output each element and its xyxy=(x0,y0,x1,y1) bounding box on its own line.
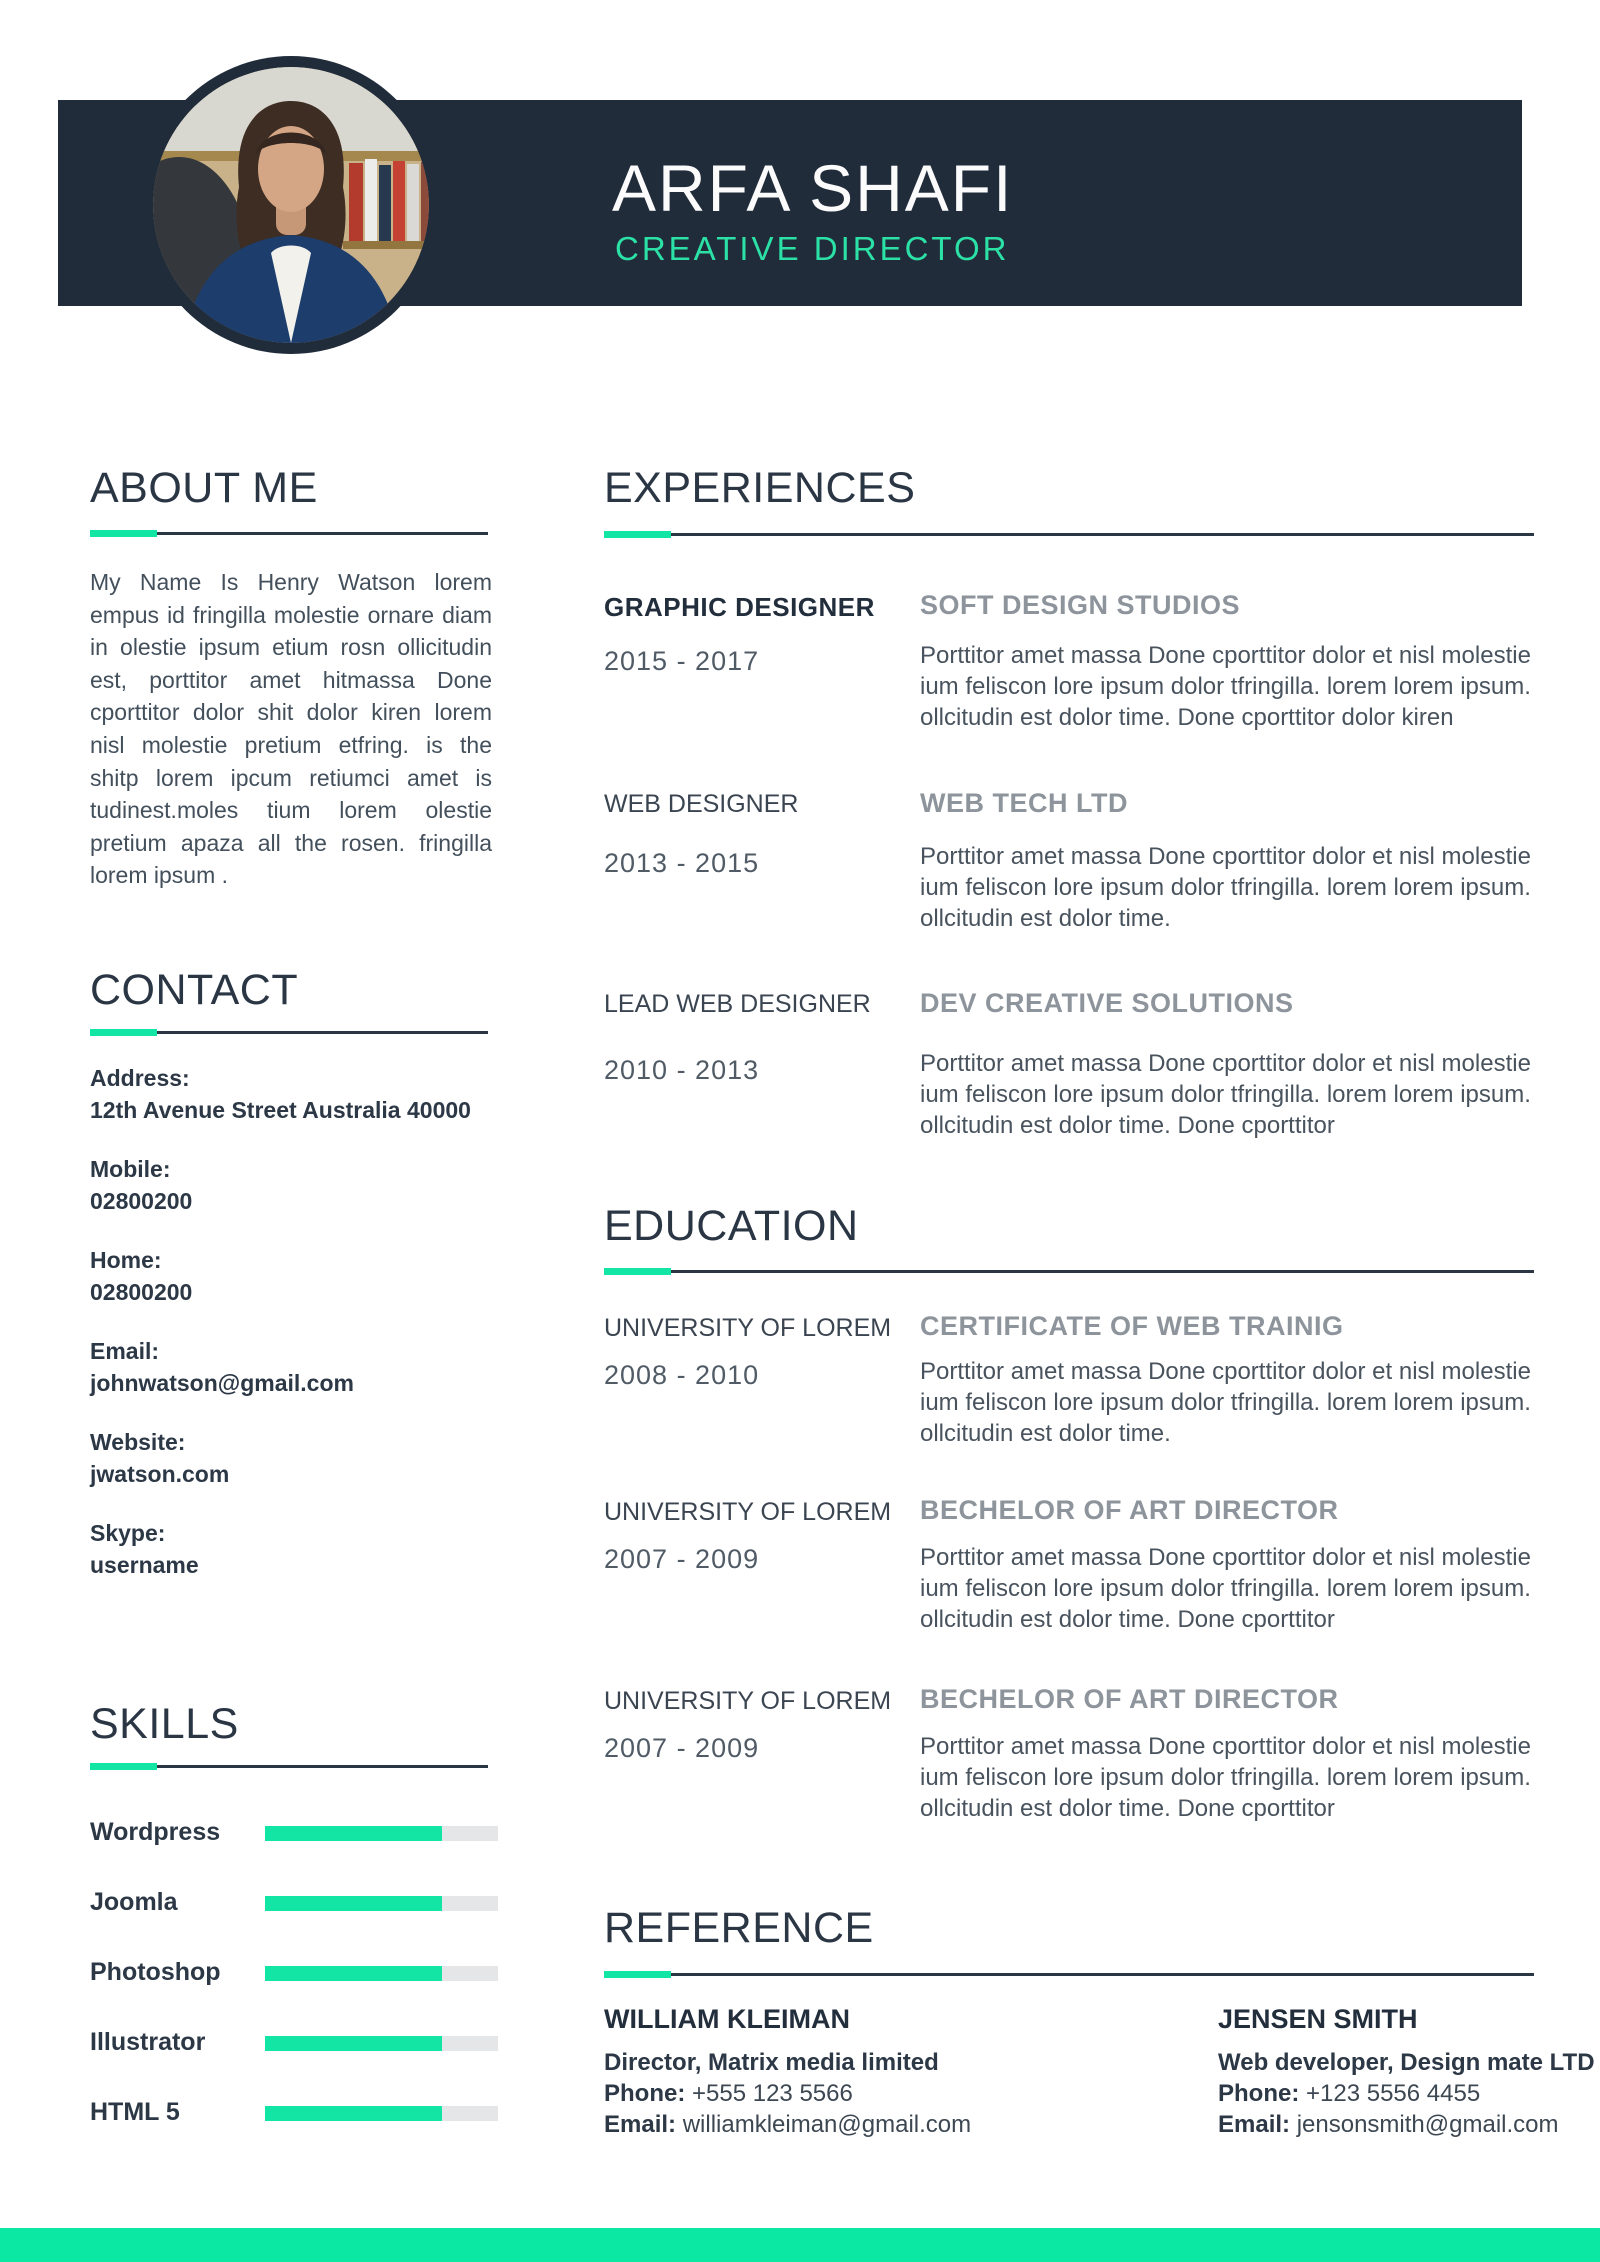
phone-value: +123 5556 4455 xyxy=(1306,2080,1481,2107)
reference-name: WILLIAM KLEIMAN xyxy=(604,2004,850,2034)
email-label: Email: xyxy=(1218,2111,1291,2138)
skill-label: Wordpress xyxy=(90,1818,221,1846)
education-heading: EDUCATION xyxy=(604,1202,859,1250)
experience-role: WEB DESIGNER xyxy=(604,790,799,818)
skills-heading: SKILLS xyxy=(90,1700,239,1748)
education-dates: 2008 - 2010 xyxy=(604,1360,760,1390)
education-degree: BECHELOR OF ART DIRECTOR xyxy=(920,1684,1339,1714)
skill-bar-fill xyxy=(265,2036,442,2051)
skill-bar xyxy=(265,2036,498,2051)
skill-bar-fill xyxy=(265,1966,442,1981)
contact-label: Website: xyxy=(90,1429,186,1455)
skill-bar-fill xyxy=(265,1896,442,1911)
skill-label: Photoshop xyxy=(90,1958,221,1986)
contact-item-mobile xyxy=(90,1153,560,1217)
reference-card xyxy=(604,2004,1184,2140)
reference-phone xyxy=(604,2078,1184,2109)
experience-company: DEV CREATIVE SOLUTIONS xyxy=(920,988,1294,1018)
experience-description: Porttitor amet massa Done cporttitor dolor et nisl molestie ium feliscon lore ipsum dolor tfringilla. lorem lorem ipsum. ollcitudin est dolor time. Done cporttitor xyxy=(920,1050,1531,1139)
skill-bar xyxy=(265,1826,498,1841)
skill-bar xyxy=(265,1896,498,1911)
contact-item-email xyxy=(90,1335,560,1399)
education-dates: 2007 - 2009 xyxy=(604,1544,760,1574)
contact-value: johnwatson@gmail.com xyxy=(90,1370,354,1396)
contact-value: jwatson.com xyxy=(90,1461,230,1487)
contact-value: 02800200 xyxy=(90,1279,193,1305)
phone-label: Phone: xyxy=(1218,2080,1300,2107)
skill-bar xyxy=(265,2106,498,2121)
contact-item-skype xyxy=(90,1517,560,1581)
phone-value: +555 123 5566 xyxy=(692,2080,853,2107)
education-divider xyxy=(604,1270,1534,1273)
skill-label: Illustrator xyxy=(90,2028,206,2056)
education-description: Porttitor amet massa Done cporttitor dolor et nisl molestie ium feliscon lore ipsum dolor tfringilla. lorem lorem ipsum. ollcitudin est dolor time. Done cporttitor xyxy=(920,1733,1531,1822)
experience-description: Porttitor amet massa Done cporttitor dolor et nisl molestie ium feliscon lore ipsum dolor tfringilla. lorem lorem ipsum. ollcitudin est dolor time. Done cporttitor dolor kiren xyxy=(920,642,1531,731)
skill-row xyxy=(90,2028,510,2098)
reference-name: JENSEN SMITH xyxy=(1218,2004,1418,2034)
reference-phone xyxy=(1218,2078,1600,2109)
experience-dates: 2015 - 2017 xyxy=(604,646,760,676)
contact-value: username xyxy=(90,1552,199,1578)
skill-row xyxy=(90,1818,510,1888)
contact-item-website xyxy=(90,1426,560,1490)
experience-role: LEAD WEB DESIGNER xyxy=(604,990,871,1018)
email-label: Email: xyxy=(604,2111,677,2138)
skill-label: Joomla xyxy=(90,1888,178,1916)
experience-dates: 2010 - 2013 xyxy=(604,1055,760,1085)
contact-divider xyxy=(90,1031,488,1034)
experiences-heading: EXPERIENCES xyxy=(604,464,916,512)
skill-label: HTML 5 xyxy=(90,2098,180,2126)
contact-value: 12th Avenue Street Australia 40000 xyxy=(90,1097,471,1123)
skill-bar xyxy=(265,1966,498,1981)
experiences-divider xyxy=(604,533,1534,536)
about-divider xyxy=(90,532,488,535)
experience-company: SOFT DESIGN STUDIOS xyxy=(920,590,1241,620)
contact-item-address xyxy=(90,1062,560,1126)
education-school: UNIVERSITY OF LOREM xyxy=(604,1314,892,1342)
education-school: UNIVERSITY OF LOREM xyxy=(604,1687,892,1715)
profile-photo-illustration xyxy=(153,67,429,343)
candidate-name: ARFA SHAFI xyxy=(612,151,1014,225)
contact-label: Home: xyxy=(90,1247,162,1273)
reference-role: Director, Matrix media limited xyxy=(604,2049,939,2076)
contact-label: Email: xyxy=(90,1338,160,1364)
skills-divider xyxy=(90,1765,488,1768)
skill-bar-fill xyxy=(265,2106,442,2121)
experience-dates: 2013 - 2015 xyxy=(604,848,760,878)
phone-label: Phone: xyxy=(604,2080,686,2107)
education-description: Porttitor amet massa Done cporttitor dolor et nisl molestie ium feliscon lore ipsum dolor tfringilla. lorem lorem ipsum. ollcitudin est dolor time. xyxy=(920,1358,1531,1447)
footer-accent-bar xyxy=(0,2228,1600,2262)
reference-role: Web developer, Design mate LTD xyxy=(1218,2049,1595,2076)
contact-label: Address: xyxy=(90,1065,190,1091)
contact-heading: CONTACT xyxy=(90,966,299,1014)
about-heading: ABOUT ME xyxy=(90,464,318,512)
reference-card xyxy=(1218,2004,1600,2140)
skill-row xyxy=(90,2098,510,2168)
contact-label: Skype: xyxy=(90,1520,166,1546)
education-degree: BECHELOR OF ART DIRECTOR xyxy=(920,1495,1339,1525)
skill-bar-fill xyxy=(265,1826,442,1841)
experience-company: WEB TECH LTD xyxy=(920,788,1128,818)
education-description: Porttitor amet massa Done cporttitor dolor et nisl molestie ium feliscon lore ipsum dolor tfringilla. lorem lorem ipsum. ollcitudin est dolor time. Done cporttitor xyxy=(920,1544,1531,1633)
reference-email xyxy=(1218,2109,1600,2140)
candidate-title: CREATIVE DIRECTOR xyxy=(615,230,1010,267)
reference-email xyxy=(604,2109,1184,2140)
education-degree: CERTIFICATE OF WEB TRAINIG xyxy=(920,1311,1344,1341)
experience-description: Porttitor amet massa Done cporttitor dolor et nisl molestie ium feliscon lore ipsum dolor tfringilla. lorem lorem ipsum. ollcitudin est dolor time. xyxy=(920,843,1531,932)
contact-label: Mobile: xyxy=(90,1156,171,1182)
reference-divider xyxy=(604,1973,1534,1976)
reference-heading: REFERENCE xyxy=(604,1904,874,1952)
email-value: jensonsmith@gmail.com xyxy=(1296,2111,1559,2138)
about-text: My Name Is Henry Watson lorem empus id fringilla molestie ornare diam in olestie ipsum etium rosn ollicitudin est, porttitor amet hitmassa Done cporttitor dolor shit dolor kiren lorem nisl molestie pretium etfring. is the shitp lorem ipcum retiumci amet is tudinest.moles tium lorem olestie pretium apaza all the rosen. fringilla lorem ipsum . xyxy=(90,569,492,889)
education-dates: 2007 - 2009 xyxy=(604,1733,760,1763)
skill-row xyxy=(90,1888,510,1958)
education-school: UNIVERSITY OF LOREM xyxy=(604,1498,892,1526)
email-value: williamkleiman@gmail.com xyxy=(682,2111,972,2138)
profile-photo xyxy=(142,56,440,354)
contact-value: 02800200 xyxy=(90,1188,193,1214)
contact-list xyxy=(90,1062,560,1608)
experience-role: GRAPHIC DESIGNER xyxy=(604,592,875,622)
skill-row xyxy=(90,1958,510,2028)
skills-list xyxy=(90,1818,510,2168)
contact-item-home xyxy=(90,1244,560,1308)
